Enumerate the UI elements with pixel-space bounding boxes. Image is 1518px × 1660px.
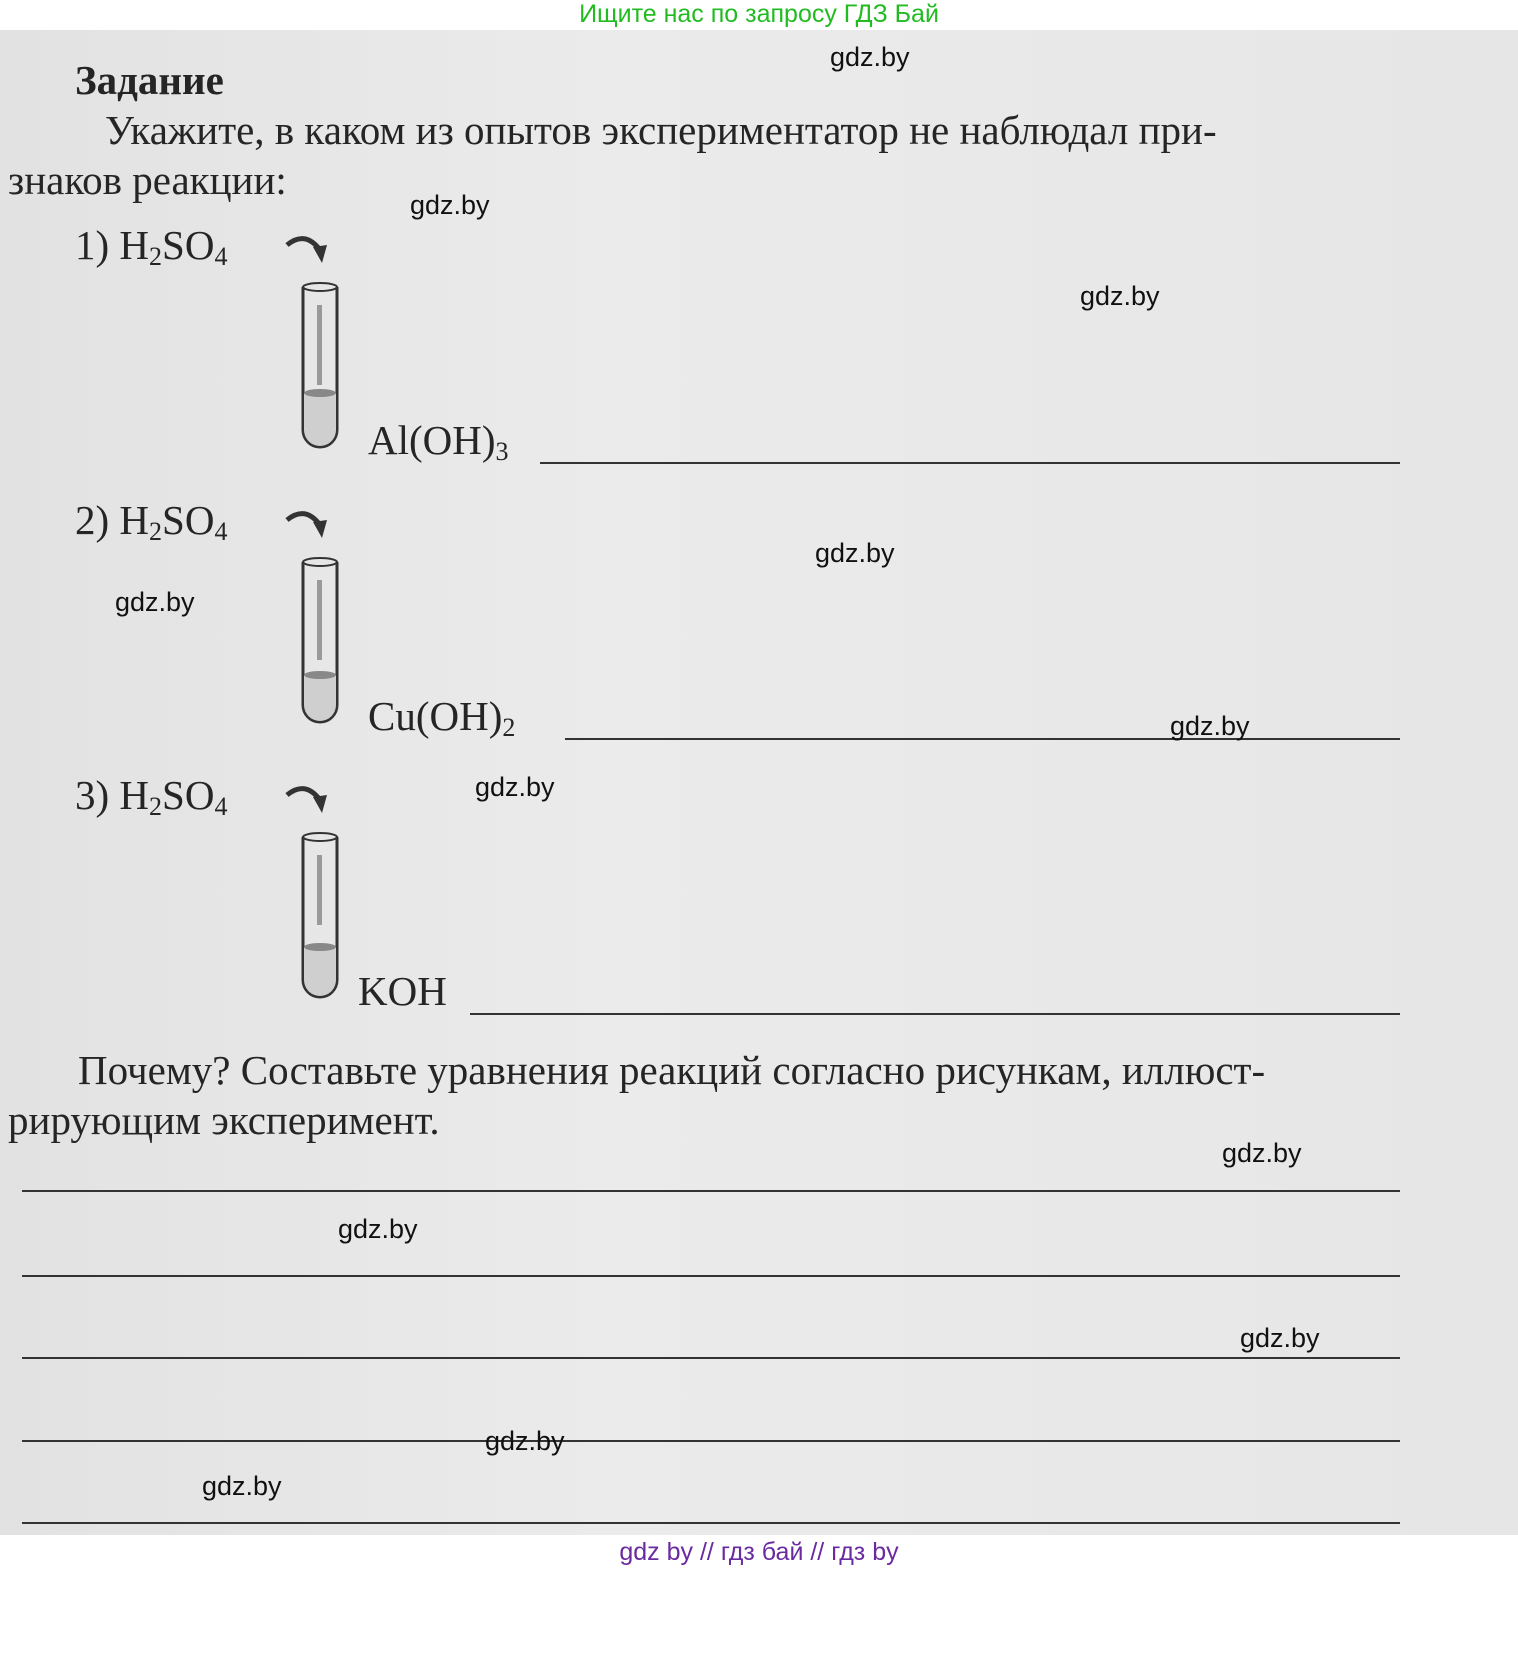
question-line1: Почему? Составьте уравнения реакций согласно рисункам, иллюст- — [78, 1047, 1266, 1093]
experiment-2-substance: $Cu(OH)_2$ — [368, 693, 516, 742]
answer-line-2[interactable] — [565, 738, 1400, 740]
watermark: gdz.by — [1080, 281, 1160, 311]
watermark: gdz.by — [475, 772, 555, 802]
experiment-3-substance: KOH — [358, 968, 447, 1014]
blank-line[interactable] — [22, 1522, 1400, 1524]
blank-line[interactable] — [22, 1357, 1400, 1359]
watermark: gdz.by — [1170, 711, 1250, 741]
watermark: gdz.by — [1240, 1323, 1320, 1353]
watermark: gdz.by — [830, 42, 910, 72]
answer-line-1[interactable] — [540, 462, 1400, 464]
task-text-line1: Укажите, в каком из опытов экспериментатор не наблюдал при- — [105, 107, 1217, 153]
test-tube-icon — [275, 775, 355, 1005]
blank-line[interactable] — [22, 1440, 1400, 1442]
watermark: gdz.by — [815, 538, 895, 568]
search-banner: Ищите нас по запросу ГДЗ Бай — [579, 0, 939, 28]
experiment-2-reagent: 2) $H_2SO_4$ — [75, 497, 228, 546]
watermark: gdz.by — [115, 587, 195, 617]
watermark: gdz.by — [202, 1471, 282, 1501]
answer-line-3[interactable] — [470, 1013, 1400, 1015]
blank-line[interactable] — [22, 1275, 1400, 1277]
watermark: gdz.by — [485, 1426, 565, 1456]
blank-line[interactable] — [22, 1190, 1400, 1192]
watermark: gdz.by — [338, 1214, 418, 1244]
test-tube-icon — [275, 225, 355, 455]
watermark: gdz.by — [410, 190, 490, 220]
question-line2: рирующим эксперимент. — [8, 1097, 440, 1143]
experiment-3-reagent: 3) $H_2SO_4$ — [75, 772, 228, 821]
footer-watermark: gdz by // гдз бай // гдз by — [619, 1538, 899, 1566]
task-text-line2: знаков реакции: — [8, 157, 287, 203]
test-tube-icon — [275, 500, 355, 730]
experiment-1-reagent: 1) $H_2SO_4$ — [75, 222, 228, 271]
experiment-1-substance: $Al(OH)_3$ — [368, 417, 509, 466]
task-title: Задание — [75, 57, 224, 103]
watermark: gdz.by — [1222, 1138, 1302, 1168]
scanned-page — [0, 30, 1518, 1535]
